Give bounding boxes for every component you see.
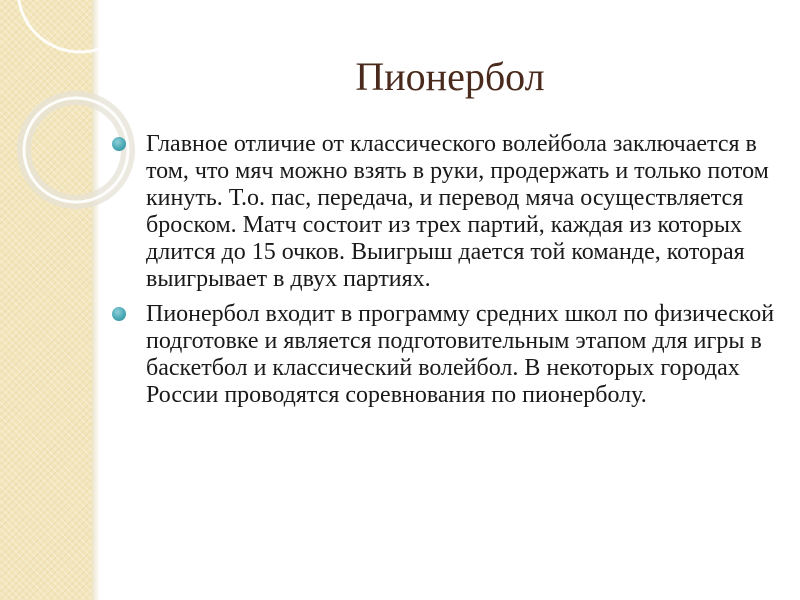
slide-title: Пионербол xyxy=(355,54,545,99)
band-shadow-edge xyxy=(92,0,100,600)
bullet-dot-icon xyxy=(112,137,126,151)
bullet-item xyxy=(108,131,778,293)
bullet-text: Главное отличие от классического волейбола заключается в том, что мяч можно взять в руки, продержать и только потом кинуть. Т.о. пас, передача, и перевод мяча осуществляется броском. Матч состоит из трех партий, каждая из которых длится до 15 очков. Выигрыш дается той команде, которая выигрывает в двух партиях. xyxy=(146,131,769,292)
bullet-text: Пионербол входит в программу средних школ по физической подготовке и является подготовительным этапом для игры в баскетбол и классический волейбол. В некоторых городах России проводятся соревнования по пионерболу. xyxy=(146,301,775,408)
bullet-list xyxy=(108,131,778,417)
bullet-item xyxy=(108,301,778,409)
decorative-side-band xyxy=(0,0,92,600)
bullet-dot-icon xyxy=(112,307,126,321)
